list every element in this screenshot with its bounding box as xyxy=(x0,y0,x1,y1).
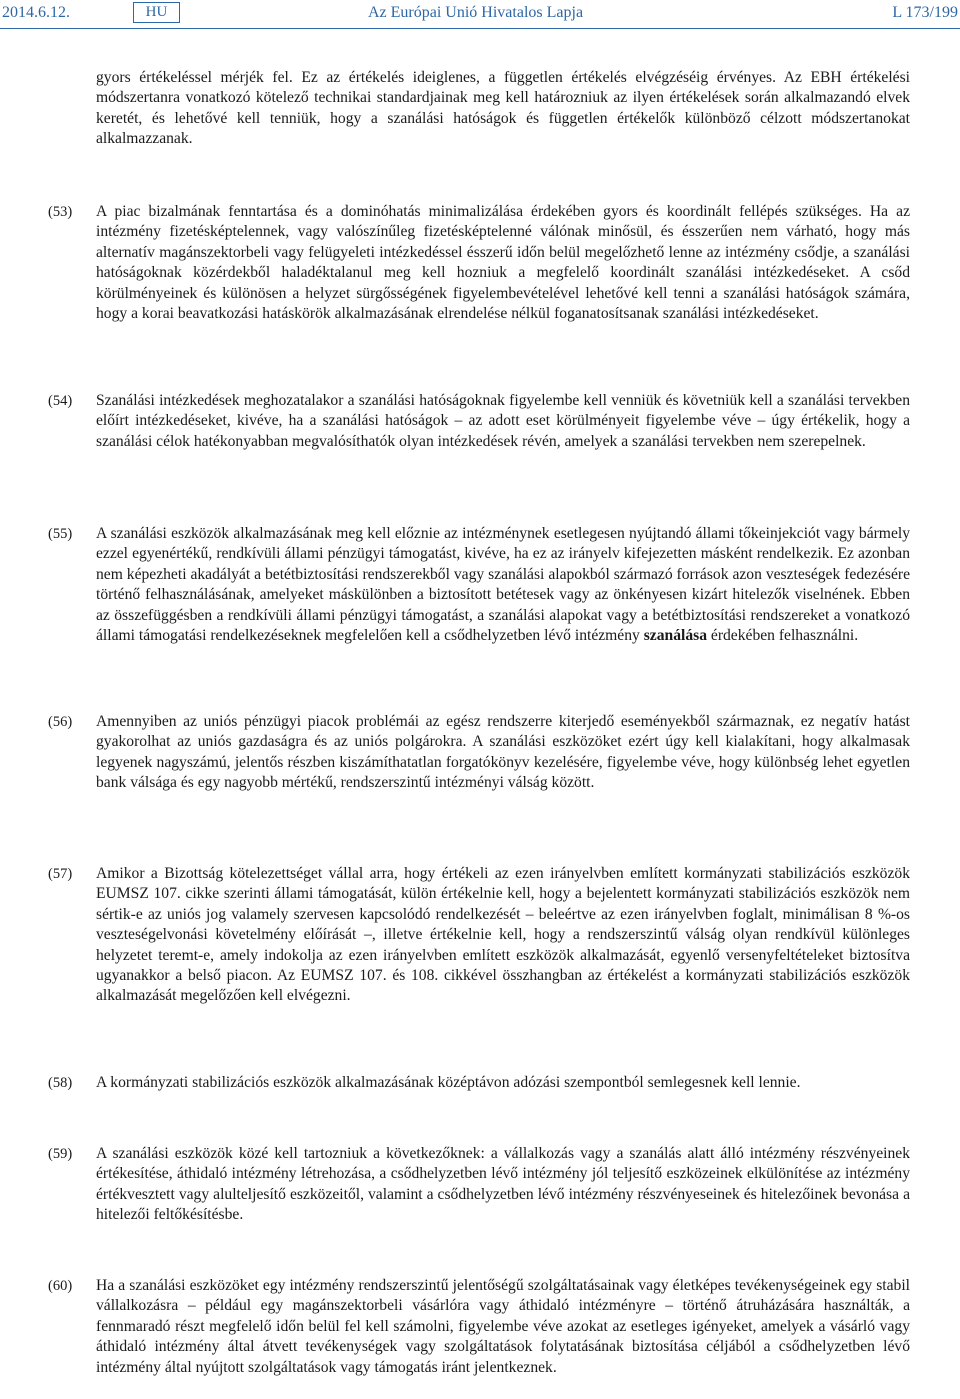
recital-text xyxy=(96,524,910,646)
recital-text: A kormányzati stabilizációs eszközök alkalmazásának középtávon adózási szempontból semlegesnek kell lennie. xyxy=(96,1074,801,1091)
intro-paragraph: gyors értékeléssel mérjék fel. Ez az értékelés ideiglenes, a független értékelés elvégzéséig érvényes. Az EBH értékelési módszertanra vonatkozó kötelező technikai standardjainak meg kell határozniuk az ilyen értékelések során alkalmazandó elvek keretét, és lehetővé kell tenniük, hogy a szanálási hatóságok és független értékelők különböző célzott módszertanokat alkalmazzanak. xyxy=(96,69,910,148)
recital-number: (55) xyxy=(48,526,73,542)
journal-title: Az Európai Unió Hivatalos Lapja xyxy=(368,4,584,21)
recital-text-bold: szanálása xyxy=(643,627,707,645)
page-header xyxy=(0,0,960,30)
recital-number: (58) xyxy=(48,1075,73,1091)
recital-number: (54) xyxy=(48,393,73,409)
recital-text: A piac bizalmának fenntartása és a dominóhatás minimalizálása érdekében gyors és koordinált fellépés szükséges. Ha az intézmény fizetésképtelennek, vagy valószínűleg fizetésképtelenné válónak minősül, és ésszerűen nem várható, hogy más alternatív magánszektorbeli vagy felügyeleti intézkedéssel ésszerű időn belül megelőzhető lenne az intézmény csődje, a szanálási hatóságoknak közérdekből haladéktalanul meg kell hozniuk a megfelelő koordinált szanálási intézkedéseket. A csőd körülményeinek és különösen a helyzet sürgősségének figyelembevételével lehetővé kell tenni a szanálási hatóságok számára, hogy a korai beavatkozási hatáskörök alkalmazásának elrendelése nélkül foganatosítsanak szanálási intézkedéseket. xyxy=(96,203,910,323)
recital-number: (56) xyxy=(48,714,73,730)
language-badge: HU xyxy=(133,2,180,23)
publication-date: 2014.6.12. xyxy=(2,4,70,21)
recital-number: (53) xyxy=(48,204,73,220)
header-divider xyxy=(0,28,960,29)
recital-text-main: A szanálási eszközök alkalmazásának meg kell előznie az intézménynek esetlegesen nyújtandó állami tőkeinjekciót vagy bármely ezzel egyenértékű, rendkívüli állami pénzügyi támogatást, kivéve, ha ez az irányelv kifejezetten másként rendelkezik. Ez azonban nem képezheti akadályát a betétbiztosítási rendszerekből vagy szanálási alapokból származó források azon veszteségek fedezésére történő felhasználásának, amelyeket máskülönben a biztosított betétesek vagy az önkényesen kizárt hitelezők viselnének. Ebben az összefüggésben a rendkívüli állami pénzügyi támogatást, a szanálási alapokat vagy a betétbiztosítási rendszereket a vonatkozó állami támogatási rendelkezéseknek megfelelően kell a csődhelyzetben lévő intézmény xyxy=(96,525,910,645)
recital-text-tail: érdekében felhasználni. xyxy=(707,627,859,645)
recital-text: Amikor a Bizottság kötelezettséget vállal arra, hogy értékeli az ezen irányelvben említett kormányzati stabilizációs eszközök EUMSZ 107. cikke szerinti állami támogatását, külön értékelnie kell, hogy a bejelentett kormányzati stabilizációs eszközök nem sértik-e az uniós jog valamely szervesen kapcsolódó rendelkezését – beleértve az ezen irányelvben foglalt, minimálisan 8 %-os veszteségelvonási követelmény előírását –, illetve értékelnie kell, hogy a rendszerszintű válság olyan rendkívül különleges helyzetet teremt-e, amely indokolja az ezen irányelvben említett eszközök alkalmazását, egyenlő versenyfeltételeket biztosítva ugyanakkor a belső piacon. Az EUMSZ 107. és 108. cikkével összhangban az értékelést a kormányzati stabilizációs eszközök alkalmazását megelőzően kell elvégezni. xyxy=(96,865,910,1005)
page-number: L 173/199 xyxy=(892,4,958,21)
recital-text: Amennyiben az uniós pénzügyi piacok problémái az egész rendszerre kiterjedő eseményekből származnak, ez negatív hatást gyakorolhat az uniós gazdaságra és az uniós polgárokra. A szanálási eszközöket ezért úgy kell kialakítani, hogy alkalmasak legyenek nagyszámú, jelentős részben kiszámíthatatlan forgatókönyv kezelésére, figyelembe véve, hogy különbség lehet egyetlen bank válsága és egy nagyobb mértékű, rendszerszintű intézményi válság között. xyxy=(96,713,910,792)
recital-text: A szanálási eszközök közé kell tartozniuk a következőknek: a vállalkozás vagy a szanálás alatt álló intézmény részvényeinek értékesítése, áthidaló intézmény létrehozása, a csődhelyzetben lévő intézmény jól teljesítő eszközeinek elkülönítése az intézmény értékvesztett vagy alulteljesítő eszközeitől, valamint a csődhelyzetben lévő intézmény részvényeseinek és hitelezőinek bevonása a hitelezői feltőkésítésbe. xyxy=(96,1145,910,1224)
recital-number: (59) xyxy=(48,1146,73,1162)
recital-text: Szanálási intézkedések meghozatalakor a szanálási hatóságoknak figyelembe kell venniük és követniük kell a szanálási tervekben előírt intézkedéseket, kivéve, ha a szanálási hatóságok – az adott eset körülményeit figyelembe véve – úgy értékelik, hogy a szanálási célok hatékonyabban megvalósíthatók olyan intézkedések révén, amelyek a szanálási tervekben nem szerepelnek. xyxy=(96,392,910,450)
recital-number: (60) xyxy=(48,1278,73,1294)
recital-text: Ha a szanálási eszközöket egy intézmény rendszerszintű jelentőségű szolgáltatásainak vagy életképes tevékenységeinek egy stabil vállalkozásra – például egy magánszektorbeli vásárlóra vagy áthidaló intézményre – történő átruházására használták, a fennmaradó részt megfelelő időn belül fel kell számolni, figyelembe véve azokat az esetleges igényeket, amelyek a vásárló vagy áthidaló intézmény által átvett tevékenységek vagy szolgáltatások folytatásának biztosítása céljából a csődhelyzetben lévő intézmény által nyújtott szolgáltatások vagy támogatás iránt jelentkeznek. xyxy=(96,1277,910,1376)
recital-number: (57) xyxy=(48,866,73,882)
